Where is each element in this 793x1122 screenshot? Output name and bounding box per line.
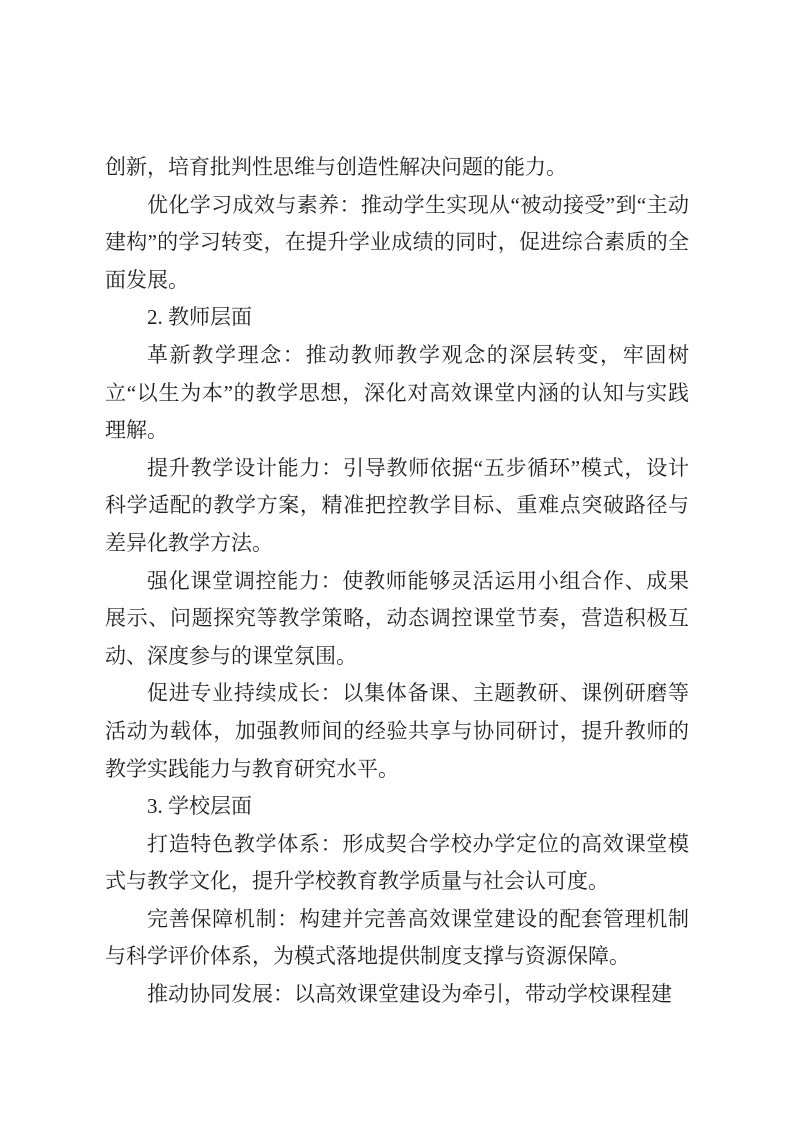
paragraph-build-teaching-system: 打造特色教学体系：形成契合学校办学定位的高效课堂模式与教学文化，提升学校教育教学质量与社会认可度。	[105, 831, 689, 894]
paragraph-improve-guarantee-mechanism: 完善保障机制：构建并完善高效课堂建设的配套管理机制与科学评价体系，为模式落地提供制度支撑与资源保障。	[105, 906, 689, 969]
paragraph-strengthen-classroom-control: 强化课堂调控能力：使教师能够灵活运用小组合作、成果展示、问题探究等教学策略，动态调控课堂节奏，营造积极互动、深度参与的课堂氛围。	[105, 568, 689, 668]
paragraph-renew-teaching-concept: 革新教学理念：推动教师教学观念的深层转变，牢固树立“以生为本”的教学思想，深化对高效课堂内涵的认知与实践理解。	[105, 342, 689, 443]
paragraph-improve-teaching-design: 提升教学设计能力：引导教师依据“五步循环”模式，设计科学适配的教学方案，精准把控教学目标、重难点突破路径与差异化教学方法。	[105, 455, 689, 555]
paragraph-continuation: 创新，培育批判性思维与创造性解决问题的能力。	[105, 155, 567, 179]
paragraph-promote-professional-growth: 促进专业持续成长：以集体备课、主题教研、课例研磨等活动为载体，加强教师间的经验共享与协同研讨，提升教师的教学实践能力与教育研究水平。	[105, 681, 689, 781]
section-heading-school-level: 3. 学校层面	[147, 794, 252, 819]
section-heading-teacher-level: 2. 教师层面	[147, 305, 252, 330]
paragraph-promote-coordinated-development: 推动协同发展：以高效课堂建设为牵引，带动学校课程建	[147, 982, 672, 1007]
paragraph-optimize-learning: 优化学习成效与素养：推动学生实现从“被动接受”到“主动建构”的学习转变，在提升学业成绩的同时，促进综合素质的全面发展。	[105, 192, 689, 292]
